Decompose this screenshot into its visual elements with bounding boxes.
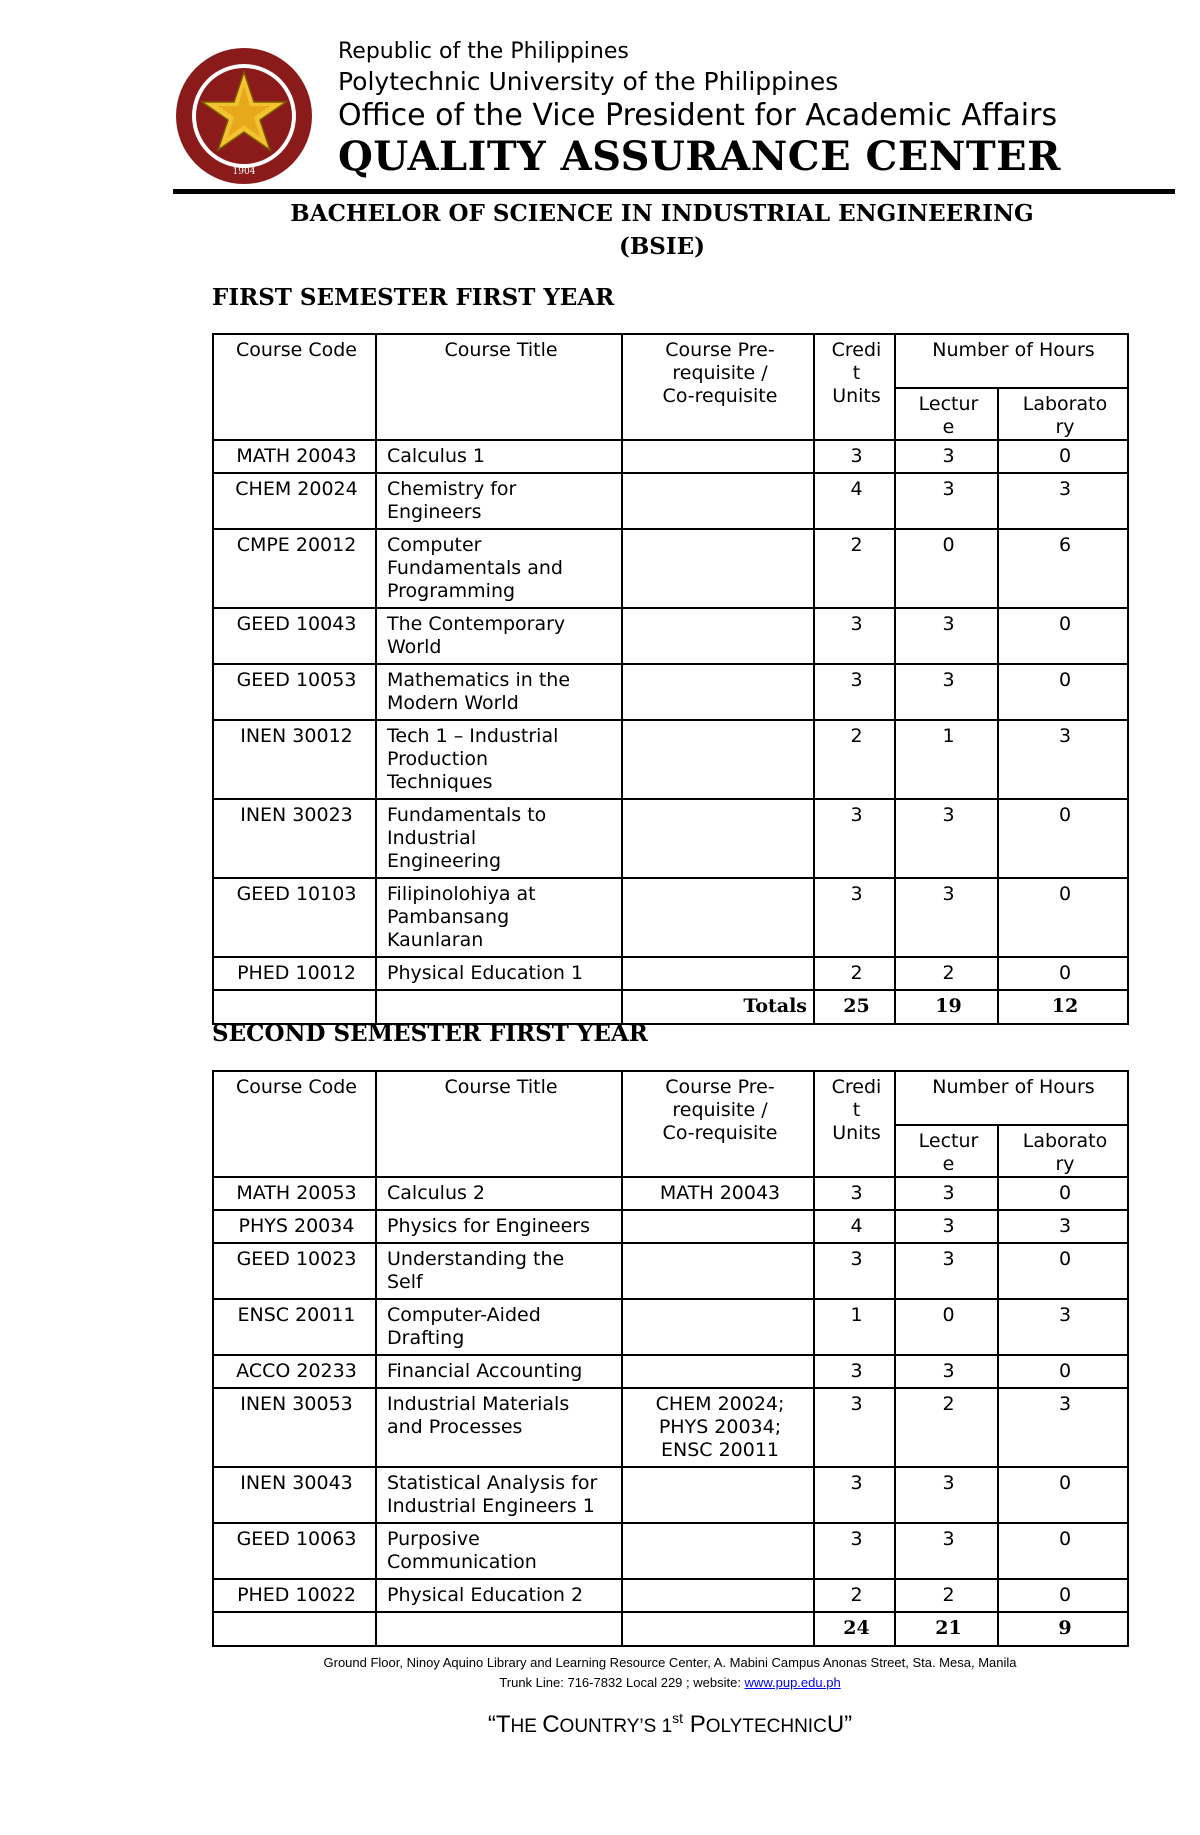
course-prerequisite	[622, 1355, 814, 1388]
col-course-code: Course Code	[213, 334, 376, 440]
table-row	[213, 608, 1128, 664]
total-units: 25	[814, 990, 895, 1024]
cell-line: ENSC 20011	[660, 1439, 780, 1461]
cell-line: Computer	[387, 534, 482, 556]
course-code: INEN 30043	[213, 1467, 376, 1523]
cell-line: Statistical Analysis for	[387, 1472, 598, 1494]
course-code: GEED 10023	[213, 1243, 376, 1299]
laboratory-hours: 0	[998, 878, 1128, 957]
lecture-hours: 3	[895, 878, 998, 957]
cell-line: e	[942, 1153, 955, 1175]
cell-line: Industrial	[387, 827, 477, 849]
totals-label: Totals	[622, 990, 814, 1024]
lecture-hours: 3	[895, 799, 998, 878]
cell-line: Mathematics in the	[387, 669, 571, 691]
first-semester-heading: FIRST SEMESTER FIRST YEAR	[212, 284, 615, 311]
laboratory-hours: 0	[998, 1579, 1128, 1612]
cell-line: Kaunlaran	[387, 929, 484, 951]
lecture-hours: 2	[895, 1579, 998, 1612]
cell-line: Fundamentals and	[387, 557, 563, 579]
header-divider	[173, 189, 1175, 194]
laboratory-hours: 0	[998, 1177, 1128, 1210]
col-laboratory	[998, 1125, 1128, 1177]
course-prerequisite	[622, 1523, 814, 1579]
course-title	[376, 473, 622, 529]
cell-line: Purposive	[387, 1528, 480, 1550]
course-prerequisite	[622, 1210, 814, 1243]
credit-units: 3	[814, 1388, 895, 1467]
cell-line: Industrial Materials	[387, 1393, 570, 1415]
course-code: GEED 10063	[213, 1523, 376, 1579]
table-row	[213, 473, 1128, 529]
course-title	[376, 529, 622, 608]
cell-line: Lectur	[918, 393, 979, 415]
total-laboratory: 12	[998, 990, 1128, 1024]
course-title	[376, 1299, 622, 1355]
course-title	[376, 1579, 622, 1612]
laboratory-hours: 3	[998, 473, 1128, 529]
first-semester-table	[212, 333, 1129, 1025]
lecture-hours: 3	[895, 608, 998, 664]
col-prerequisite	[622, 334, 814, 440]
laboratory-hours: 3	[998, 720, 1128, 799]
cell-line: PHYS 20034;	[658, 1416, 782, 1438]
course-code: ENSC 20011	[213, 1299, 376, 1355]
course-prerequisite	[622, 1243, 814, 1299]
lecture-hours: 0	[895, 1299, 998, 1355]
cell-line: Physics for Engineers	[387, 1215, 590, 1237]
course-title	[376, 1177, 622, 1210]
program-title: BACHELOR OF SCIENCE IN INDUSTRIAL ENGINEERING	[290, 200, 1034, 227]
cell-line: Units	[832, 385, 881, 407]
website-link[interactable]: www.pup.edu.ph	[744, 1675, 841, 1690]
lecture-hours: 3	[895, 473, 998, 529]
cell-line: Physical Education 2	[387, 1584, 584, 1606]
course-code: GEED 10043	[213, 608, 376, 664]
lecture-hours: 3	[895, 1177, 998, 1210]
course-code: PHED 10022	[213, 1579, 376, 1612]
cell-line: requisite /	[672, 1099, 768, 1121]
table-row	[213, 1243, 1128, 1299]
center-name: QUALITY ASSURANCE CENTER	[338, 133, 1061, 180]
course-title	[376, 1243, 622, 1299]
cell-line: e	[942, 416, 955, 438]
credit-units: 2	[814, 1579, 895, 1612]
lecture-hours: 2	[895, 1388, 998, 1467]
course-title	[376, 608, 622, 664]
laboratory-hours: 0	[998, 608, 1128, 664]
table-row	[213, 799, 1128, 878]
cell-line: Filipinolohiya at	[387, 883, 536, 905]
cell-line: Engineering	[387, 850, 501, 872]
col-number-of-hours: Number of Hours	[895, 334, 1128, 388]
table-row	[213, 878, 1128, 957]
credit-units: 3	[814, 1355, 895, 1388]
credit-units: 2	[814, 529, 895, 608]
credit-units: 1	[814, 1299, 895, 1355]
credit-units: 3	[814, 799, 895, 878]
lecture-hours: 3	[895, 440, 998, 473]
cell-line: Communication	[387, 1551, 537, 1573]
laboratory-hours: 0	[998, 1467, 1128, 1523]
lecture-hours: 2	[895, 957, 998, 990]
cell-line: Course Pre-	[665, 339, 775, 361]
table-row	[213, 1210, 1128, 1243]
cell-line: Techniques	[387, 771, 493, 793]
credit-units: 3	[814, 1243, 895, 1299]
course-code: INEN 30053	[213, 1388, 376, 1467]
cell-line: Engineers	[387, 501, 482, 523]
totals-label	[622, 1612, 814, 1646]
course-title	[376, 878, 622, 957]
header-row	[213, 334, 1128, 388]
col-prerequisite	[622, 1071, 814, 1177]
course-title	[376, 1355, 622, 1388]
cell-line: Pambansang	[387, 906, 510, 928]
credit-units: 3	[814, 664, 895, 720]
credit-units: 4	[814, 1210, 895, 1243]
course-prerequisite	[622, 878, 814, 957]
cell-line: requisite /	[672, 362, 768, 384]
office-name: Office of the Vice President for Academic Affairs	[338, 98, 1058, 133]
second-semester-table	[212, 1070, 1129, 1647]
col-laboratory	[998, 388, 1128, 440]
lecture-hours: 3	[895, 1210, 998, 1243]
col-lecture	[895, 1125, 998, 1177]
laboratory-hours: 3	[998, 1210, 1128, 1243]
cell-line: Fundamentals to	[387, 804, 547, 826]
cell-line: Course Pre-	[665, 1076, 775, 1098]
cell-line: CHEM 20024;	[655, 1393, 785, 1415]
lecture-hours: 0	[895, 529, 998, 608]
table-row	[213, 1299, 1128, 1355]
course-code: CMPE 20012	[213, 529, 376, 608]
course-prerequisite	[622, 1467, 814, 1523]
totals-empty	[213, 1612, 376, 1646]
table-row	[213, 529, 1128, 608]
cell-line: The Contemporary	[387, 613, 566, 635]
course-title	[376, 1210, 622, 1243]
course-prerequisite	[622, 1177, 814, 1210]
course-prerequisite	[622, 799, 814, 878]
col-course-code: Course Code	[213, 1071, 376, 1177]
cell-line: Physical Education 1	[387, 962, 584, 984]
motto: “THE COUNTRY’S 1st POLYTECHNICU”	[487, 1710, 853, 1738]
table-row	[213, 1579, 1128, 1612]
table-row	[213, 1388, 1128, 1467]
laboratory-hours: 0	[998, 440, 1128, 473]
table-row	[213, 720, 1128, 799]
cell-line: MATH 20043	[659, 1182, 781, 1204]
footer-contact	[170, 1675, 1170, 1690]
course-code: MATH 20053	[213, 1177, 376, 1210]
trunk-line: Trunk Line: 716-7832 Local 229 ; website:	[499, 1675, 745, 1690]
cell-line: Calculus 1	[387, 445, 486, 467]
course-prerequisite	[622, 440, 814, 473]
course-prerequisite	[622, 529, 814, 608]
table-row	[213, 1177, 1128, 1210]
svg-text:1904: 1904	[232, 167, 256, 177]
course-title	[376, 1523, 622, 1579]
laboratory-hours: 0	[998, 1243, 1128, 1299]
credit-units: 3	[814, 1467, 895, 1523]
cell-line: Production	[387, 748, 489, 770]
total-lecture: 21	[895, 1612, 998, 1646]
cell-line: Tech 1 – Industrial	[387, 725, 559, 747]
cell-line: Lectur	[918, 1130, 979, 1152]
course-code: GEED 10053	[213, 664, 376, 720]
totals-empty	[376, 1612, 622, 1646]
laboratory-hours: 0	[998, 664, 1128, 720]
credit-units: 4	[814, 473, 895, 529]
course-code: INEN 30012	[213, 720, 376, 799]
course-prerequisite	[622, 720, 814, 799]
cell-line: t	[852, 1099, 861, 1121]
table-row	[213, 1355, 1128, 1388]
course-title	[376, 664, 622, 720]
credit-units: 3	[814, 1177, 895, 1210]
credit-units: 3	[814, 1523, 895, 1579]
col-course-title: Course Title	[376, 1071, 622, 1177]
cell-line: ry	[1055, 1153, 1075, 1175]
laboratory-hours: 0	[998, 1523, 1128, 1579]
lecture-hours: 3	[895, 664, 998, 720]
totals-empty	[376, 990, 622, 1024]
course-code: GEED 10103	[213, 878, 376, 957]
cell-line: Co-requisite	[662, 1122, 778, 1144]
cell-line: Calculus 2	[387, 1182, 486, 1204]
footer-address: Ground Floor, Ninoy Aquino Library and Learning Resource Center, A. Mabini Campus Anonas Street, Sta. Mesa, Manila	[323, 1655, 1017, 1670]
cell-line: Self	[387, 1271, 423, 1293]
total-laboratory: 9	[998, 1612, 1128, 1646]
col-course-title: Course Title	[376, 334, 622, 440]
cell-line: Laborato	[1022, 393, 1108, 415]
cell-line: Industrial Engineers 1	[387, 1495, 595, 1517]
letterhead	[170, 30, 1170, 195]
course-prerequisite	[622, 1299, 814, 1355]
lecture-hours: 3	[895, 1355, 998, 1388]
total-units: 24	[814, 1612, 895, 1646]
course-prerequisite	[622, 1579, 814, 1612]
course-code: PHED 10012	[213, 957, 376, 990]
laboratory-hours: 3	[998, 1388, 1128, 1467]
course-code: PHYS 20034	[213, 1210, 376, 1243]
course-code: ACCO 20233	[213, 1355, 376, 1388]
col-number-of-hours: Number of Hours	[895, 1071, 1128, 1125]
header-row	[213, 1071, 1128, 1125]
cell-line: Credi	[831, 339, 882, 361]
credit-units: 2	[814, 720, 895, 799]
course-prerequisite	[622, 957, 814, 990]
course-prerequisite	[622, 473, 814, 529]
credit-units: 2	[814, 957, 895, 990]
table-row	[213, 440, 1128, 473]
course-code: INEN 30023	[213, 799, 376, 878]
totals-row	[213, 1612, 1128, 1646]
course-title	[376, 957, 622, 990]
course-title	[376, 1388, 622, 1467]
course-prerequisite	[622, 664, 814, 720]
republic-line: Republic of the Philippines	[338, 39, 629, 64]
col-credit-units	[814, 1071, 895, 1177]
program-abbr: (BSIE)	[618, 233, 706, 260]
laboratory-hours: 0	[998, 1355, 1128, 1388]
course-title	[376, 720, 622, 799]
totals-row	[213, 990, 1128, 1024]
cell-line: Chemistry for	[387, 478, 517, 500]
cell-line: Credi	[831, 1076, 882, 1098]
cell-line: World	[387, 636, 442, 658]
cell-line: Financial Accounting	[387, 1360, 583, 1382]
table-row	[213, 957, 1128, 990]
cell-line: Laborato	[1022, 1130, 1108, 1152]
course-title	[376, 440, 622, 473]
table-row	[213, 1467, 1128, 1523]
table-row	[213, 664, 1128, 720]
lecture-hours: 3	[895, 1523, 998, 1579]
total-lecture: 19	[895, 990, 998, 1024]
cell-line: ry	[1055, 416, 1075, 438]
cell-line: Modern World	[387, 692, 519, 714]
laboratory-hours: 0	[998, 957, 1128, 990]
course-prerequisite	[622, 608, 814, 664]
cell-line: Co-requisite	[662, 385, 778, 407]
credit-units: 3	[814, 440, 895, 473]
course-prerequisite	[622, 1388, 814, 1467]
course-code: MATH 20043	[213, 440, 376, 473]
laboratory-hours: 0	[998, 799, 1128, 878]
laboratory-hours: 6	[998, 529, 1128, 608]
university-name: Polytechnic University of the Philippines	[338, 67, 839, 96]
credit-units: 3	[814, 878, 895, 957]
lecture-hours: 1	[895, 720, 998, 799]
course-code: CHEM 20024	[213, 473, 376, 529]
col-credit-units	[814, 334, 895, 440]
cell-line: Computer-Aided	[387, 1304, 541, 1326]
col-lecture	[895, 388, 998, 440]
cell-line: Drafting	[387, 1327, 465, 1349]
cell-line: Units	[832, 1122, 881, 1144]
totals-empty	[213, 990, 376, 1024]
cell-line: Programming	[387, 580, 516, 602]
laboratory-hours: 3	[998, 1299, 1128, 1355]
lecture-hours: 3	[895, 1243, 998, 1299]
cell-line: and Processes	[387, 1416, 523, 1438]
pup-seal-logo	[174, 46, 314, 186]
course-title	[376, 799, 622, 878]
course-title	[376, 1467, 622, 1523]
cell-line: t	[852, 362, 861, 384]
cell-line: Understanding the	[387, 1248, 565, 1270]
table-row	[213, 1523, 1128, 1579]
credit-units: 3	[814, 608, 895, 664]
lecture-hours: 3	[895, 1467, 998, 1523]
second-semester-heading: SECOND SEMESTER FIRST YEAR	[212, 1020, 648, 1047]
